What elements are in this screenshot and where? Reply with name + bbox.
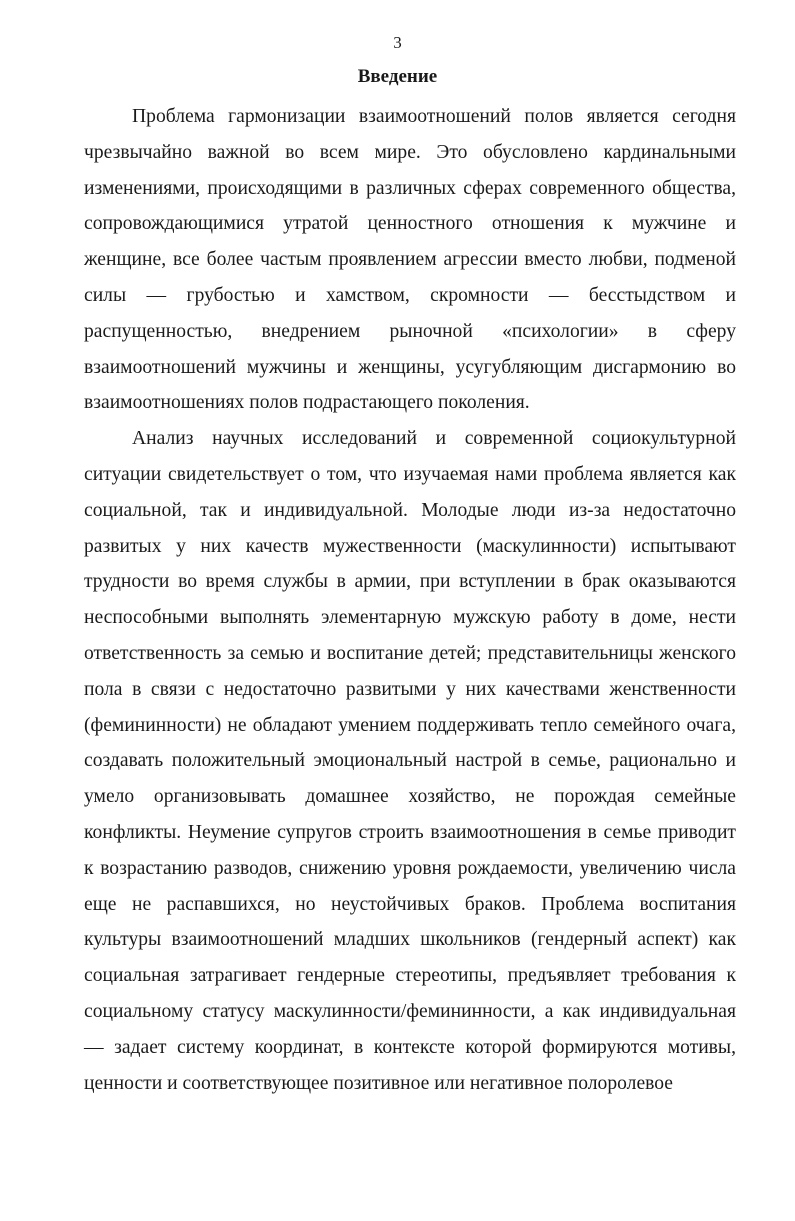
section-heading: Введение	[357, 66, 438, 87]
paragraph-2: Анализ научных исследований и современной социокультурной ситуации свидетельствует о том, что изучаемая нами проблема является как социальной, так и индивидуальной. Молодые люди из-за недостаточно развитых у них качеств мужественности (маскулинности) испытывают трудности во время службы в армии, при вступлении в брак оказываются неспособными выполнять элементарную мужскую работу в доме, нести ответственность за семью и воспитание детей; представительницы женского пола в связи с недостаточно развитыми у них качествами женственности (фемининности) не обладают умением поддерживать тепло семейного очага, создавать положительный эмоциональный настрой в семье, рационально и умело организовывать домашнее хозяйство, не порождая семейные конфликты. Неумение супругов строить взаимоотношения в семье приводит к возрастанию разводов, снижению уровня рождаемости, увеличению числа еще не распавшихся, но неустойчивых браков. Проблема воспитания культуры взаимоотношений младших школьников (гендерный аспект) как социальная затрагивает гендерные стереотипы, предъявляет требования к социальному статусу маскулинности/фемининности, а как индивидуальная — задает систему координат, в контексте которой формируются мотивы, ценности и соответствующее позитивное или негативное полоролевое	[84, 428, 736, 1094]
body-text	[84, 99, 736, 1101]
page-number: 3	[393, 33, 402, 52]
paragraph-1: Проблема гармонизации взаимоотношений полов является сегодня чрезвычайно важной во всем мире. Это обусловлено кардинальными изменениями, происходящими в различных сферах современного общества, сопровождающимися утратой ценностного отношения к мужчине и женщине, все более частым проявлением агрессии вместо любви, подменой силы — грубостью и хамством, скромности — бесстыдством и распущенностью, внедрением рыночной «психологии» в сферу взаимоотношений мужчины и женщины, усугубляющим дисгармонию во взаимоотношениях полов подрастающего поколения.	[84, 106, 736, 414]
